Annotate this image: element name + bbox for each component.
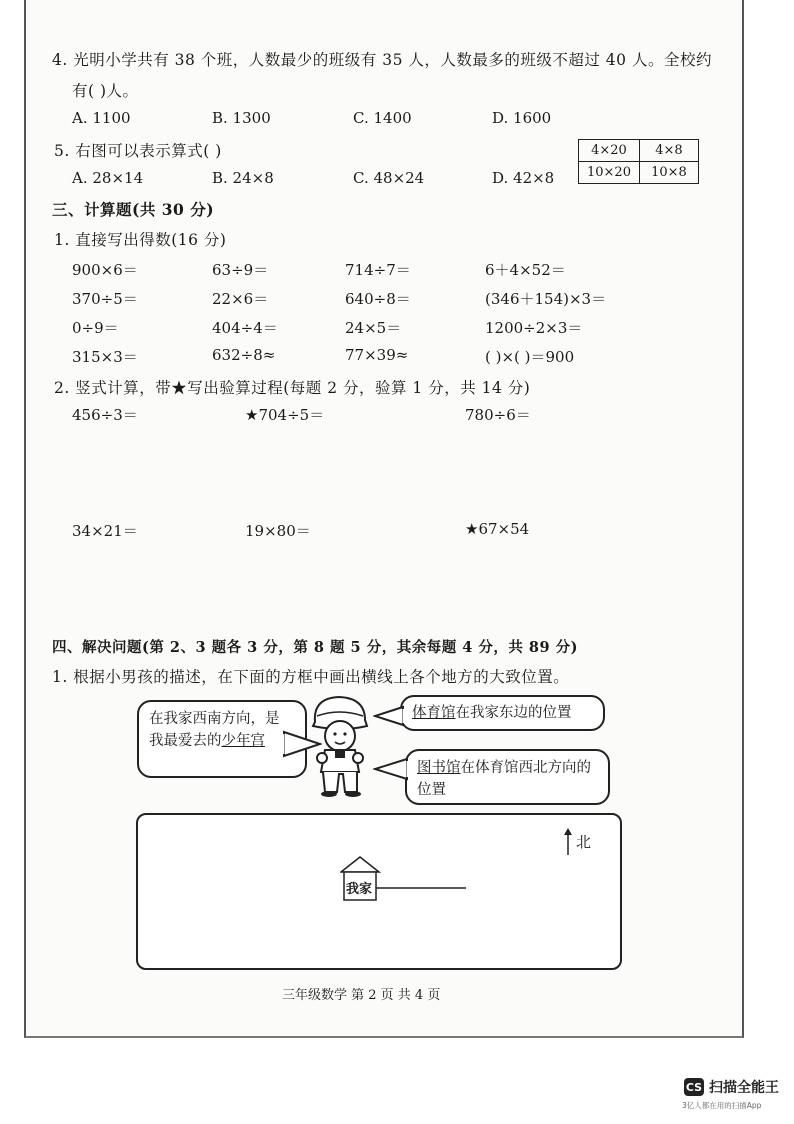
vertical-item: 456÷3＝ xyxy=(72,406,138,424)
bubble-right-top-text: 在我家东边的位置 xyxy=(455,705,572,721)
boy-illustration-icon xyxy=(305,692,375,800)
section3-sub2: 2. 竖式计算，带★写出验算过程(每题 2 分，验算 1 分，共 14 分) xyxy=(54,379,531,397)
calc-item: 900×6＝ xyxy=(72,261,138,279)
calc-item: 714÷7＝ xyxy=(345,261,411,279)
calc-item: 404÷4＝ xyxy=(212,319,278,337)
calc-item: 22×6＝ xyxy=(212,290,269,308)
north-arrow-icon xyxy=(563,828,573,856)
section4-title: 四、解决问题(第 2、3 题各 3 分，第 8 题 5 分，其余每题 4 分，共 89 分) xyxy=(52,639,579,656)
brand-name: 扫描全能王 xyxy=(709,1080,779,1096)
vertical-item: ★67×54 xyxy=(465,520,530,538)
cs-logo-icon: CS xyxy=(684,1078,704,1096)
q4-line2: 有( )人。 xyxy=(72,82,139,100)
calc-item: 77×39≈ xyxy=(345,346,409,364)
calc-item: (346＋154)×3＝ xyxy=(485,290,607,308)
q4-option-b: B. 1300 xyxy=(212,109,271,127)
q5-option-c: C. 48×24 xyxy=(353,169,425,187)
vertical-item: ★704÷5＝ xyxy=(245,406,325,424)
brand-subtitle: 3亿人都在用的扫描App xyxy=(682,1101,762,1110)
vertical-item: 34×21＝ xyxy=(72,522,138,540)
q5-text: 5. 右图可以表示算式( ) xyxy=(54,142,222,160)
bubble-right-top-tail xyxy=(373,705,405,727)
vertical-item: 19×80＝ xyxy=(245,522,311,540)
section4-q1: 1. 根据小男孩的描述，在下面的方框中画出横线上各个地方的大致位置。 xyxy=(52,668,570,686)
bubble-right-bottom-line2: 位置 xyxy=(417,782,446,798)
bubble-right-bottom-text: 在体育馆西北方向的 xyxy=(460,760,591,776)
bubble-left-line1: 在我家西南方向，是 xyxy=(149,711,280,727)
bubble-right-bottom-tail xyxy=(373,757,409,781)
calc-item: 24×5＝ xyxy=(345,319,402,337)
home-label: 我家 xyxy=(346,882,373,897)
grid-cell: 10×8 xyxy=(639,162,698,184)
scanner-watermark xyxy=(684,1077,779,1097)
q5-area-grid xyxy=(578,139,699,184)
calc-item: 0÷9＝ xyxy=(72,319,119,337)
calc-item: 63÷9＝ xyxy=(212,261,269,279)
speech-bubble-right-bottom xyxy=(405,749,610,805)
place-youth-palace: 少年宫 xyxy=(221,733,265,749)
section3-sub1: 1. 直接写出得数(16 分) xyxy=(54,231,227,249)
q5-option-a: A. 28×14 xyxy=(72,169,144,187)
q5-option-b: B. 24×8 xyxy=(212,169,274,187)
calc-item: 640÷8＝ xyxy=(345,290,411,308)
q5-option-d: D. 42×8 xyxy=(492,169,555,187)
grid-cell: 4×8 xyxy=(639,140,698,162)
calc-item: 370÷5＝ xyxy=(72,290,138,308)
q4-option-d: D. 1600 xyxy=(492,109,552,127)
calc-item: 6＋4×52＝ xyxy=(485,261,566,279)
bubble-left-prefix: 我最爱去的 xyxy=(149,733,222,749)
calc-item: 315×3＝ xyxy=(72,348,138,366)
bubble-right-bottom-line1 xyxy=(417,757,598,779)
calc-item: ( )×( )＝900 xyxy=(485,348,575,366)
north-label: 北 xyxy=(576,833,592,851)
q4-option-c: C. 1400 xyxy=(353,109,412,127)
grid-cell: 10×20 xyxy=(579,162,640,184)
calc-item: 1200÷2×3＝ xyxy=(485,319,583,337)
calc-item: 632÷8≈ xyxy=(212,346,276,364)
place-stadium: 体育馆 xyxy=(412,705,456,721)
grid-cell: 4×20 xyxy=(579,140,640,162)
bubble-left-line2 xyxy=(149,730,295,752)
section3-title: 三、计算题(共 30 分) xyxy=(52,200,215,219)
q4-option-a: A. 1100 xyxy=(72,109,131,127)
place-library: 图书馆 xyxy=(417,760,461,776)
q4-line1: 4. 光明小学共有 38 个班，人数最少的班级有 35 人，人数最多的班级不超过 40 人。全校约 xyxy=(52,51,712,69)
page-footer: 三年级数学 第 2 页 共 4 页 xyxy=(282,988,441,1003)
vertical-item: 780÷6＝ xyxy=(465,406,531,424)
speech-bubble-right-top xyxy=(400,695,605,731)
